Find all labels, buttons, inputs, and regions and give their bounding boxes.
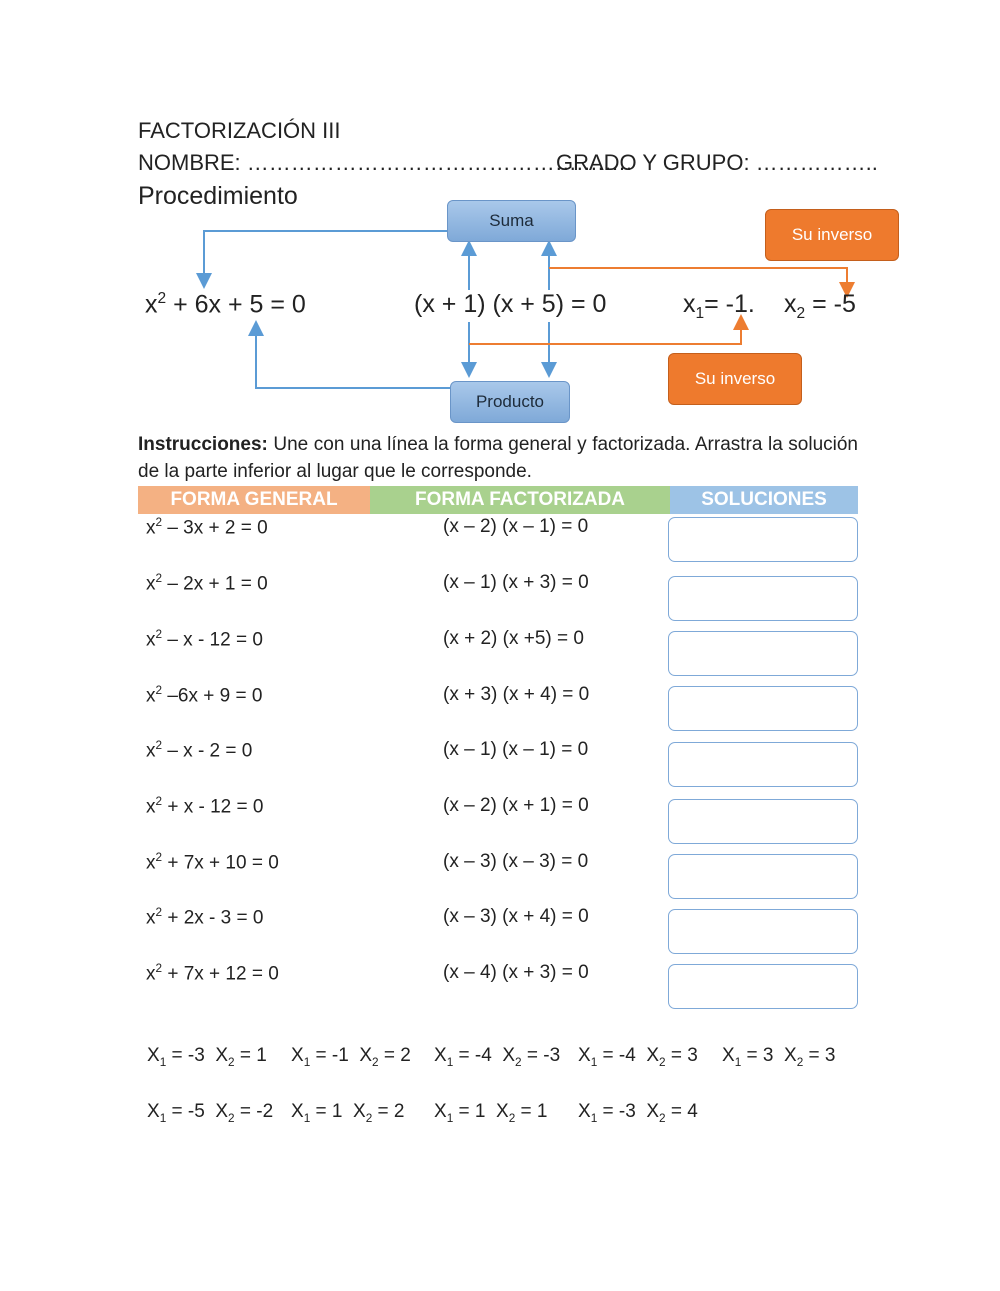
instructions-label: Instrucciones: — [138, 434, 268, 455]
solution-drop-box[interactable] — [668, 686, 858, 731]
general-form-equation: $x^2 + 2x - 3 = 0$ — [146, 906, 264, 929]
factored-form-equation: (x + 3) (x + 4) = 0 — [443, 684, 590, 705]
factored-form-equation: (x – 3) (x – 3) = 0 — [443, 851, 589, 872]
grado-grupo-field-label: GRADO Y GRUPO: …………….. — [556, 150, 878, 175]
solution-drop-box[interactable] — [668, 576, 858, 621]
solution-drop-box[interactable] — [668, 909, 858, 954]
draggable-solution-option[interactable]: $X_1 = 1$ $X_2 = 2$ — [291, 1101, 405, 1125]
draggable-solution-option[interactable]: $X_1 = -3$ $X_2 = 1$ — [147, 1045, 267, 1069]
producto-to-general-arrow — [256, 328, 450, 388]
header-forma-factorizada: FORMA FACTORIZADA — [370, 486, 670, 514]
factored-form-equation: (x – 4) (x + 3) = 0 — [443, 962, 589, 983]
solution-drop-box[interactable] — [668, 517, 858, 562]
factored-form-equation: (x + 2) (x +5) = 0 — [443, 628, 584, 649]
general-form-equation: $x^2 - x - 12 = 0$ — [146, 628, 263, 651]
inverse-to-x1-arrow — [469, 322, 741, 344]
worksheet-title: FACTORIZACIÓN III — [138, 118, 341, 143]
su-inverso-box-bottom: Su inverso — [668, 353, 802, 405]
factored-form-equation: (x – 1) (x – 1) = 0 — [443, 739, 589, 760]
solution-drop-box[interactable] — [668, 964, 858, 1009]
solution-drop-box[interactable] — [668, 799, 858, 844]
factored-form-equation: (x – 2) (x – 1) = 0 — [443, 516, 589, 537]
header-forma-general: FORMA GENERAL — [138, 486, 370, 514]
draggable-solution-option[interactable]: $X_1 = -4$ $X_2 = -3$ — [434, 1045, 561, 1069]
example-general-equation: $x^2 + 6x + 5 = 0$ — [145, 290, 306, 319]
factored-form-equation: (x – 3) (x + 4) = 0 — [443, 906, 589, 927]
general-form-equation: $x^2 + x - 12 = 0$ — [146, 795, 264, 818]
draggable-solution-option[interactable]: $X_1 = -5$ $X_2 = -2$ — [147, 1101, 274, 1125]
su-inverso-box-top: Su inverso — [765, 209, 899, 261]
example-factored-equation: (x + 1) (x + 5) = 0 — [414, 290, 607, 318]
draggable-solution-option[interactable]: $X_1 = -4$ $X_2 = 3$ — [578, 1045, 698, 1069]
general-form-equation: $x^2 - x - 2 = 0$ — [146, 739, 253, 762]
header-soluciones: SOLUCIONES — [670, 486, 858, 514]
suma-to-general-arrow — [204, 231, 447, 281]
suma-box: Suma — [447, 200, 576, 242]
instructions-text: Une con una línea la forma general y factorizada. Arrastra la solución de la parte inferior al lugar que le corresponde. — [138, 434, 858, 482]
general-form-equation: $x^2 + 7x + 12 = 0$ — [146, 962, 279, 985]
procedimiento-heading: Procedimiento — [138, 182, 298, 210]
instructions-paragraph — [138, 431, 858, 485]
inverse-to-x2-arrow — [549, 268, 847, 290]
general-form-equation: $x^2$ –6x + 9 = 0 — [146, 684, 263, 707]
factored-form-equation: (x – 2) (x + 1) = 0 — [443, 795, 589, 816]
solution-drop-box[interactable] — [668, 631, 858, 676]
producto-box: Producto — [450, 381, 570, 423]
draggable-solution-option[interactable]: $X_1 = 3$ $X_2 = 3$ — [722, 1045, 836, 1069]
general-form-equation: $x^2 + 7x + 10 = 0$ — [146, 851, 279, 874]
factored-form-equation: (x – 1) (x + 3) = 0 — [443, 572, 589, 593]
draggable-solution-option[interactable]: $X_1 = 1$ $X_2 = 1$ — [434, 1101, 548, 1125]
draggable-solution-option[interactable]: $X_1 = -3$ $X_2 = 4$ — [578, 1101, 698, 1125]
solution-drop-box[interactable] — [668, 854, 858, 899]
example-x1-solution: $x_1= -1$. — [683, 290, 755, 322]
general-form-equation: $x^2 - 2x + 1 = 0$ — [146, 572, 268, 595]
solution-drop-box[interactable] — [668, 742, 858, 787]
general-form-equation: $x^2 - 3x + 2 = 0$ — [146, 516, 268, 539]
example-x2-solution: $x_2 = -5$ — [784, 290, 856, 322]
draggable-solution-option[interactable]: $X_1 = -1$ $X_2 = 2$ — [291, 1045, 411, 1069]
nombre-field-label: NOMBRE: ……………………………………….….… — [138, 150, 634, 175]
